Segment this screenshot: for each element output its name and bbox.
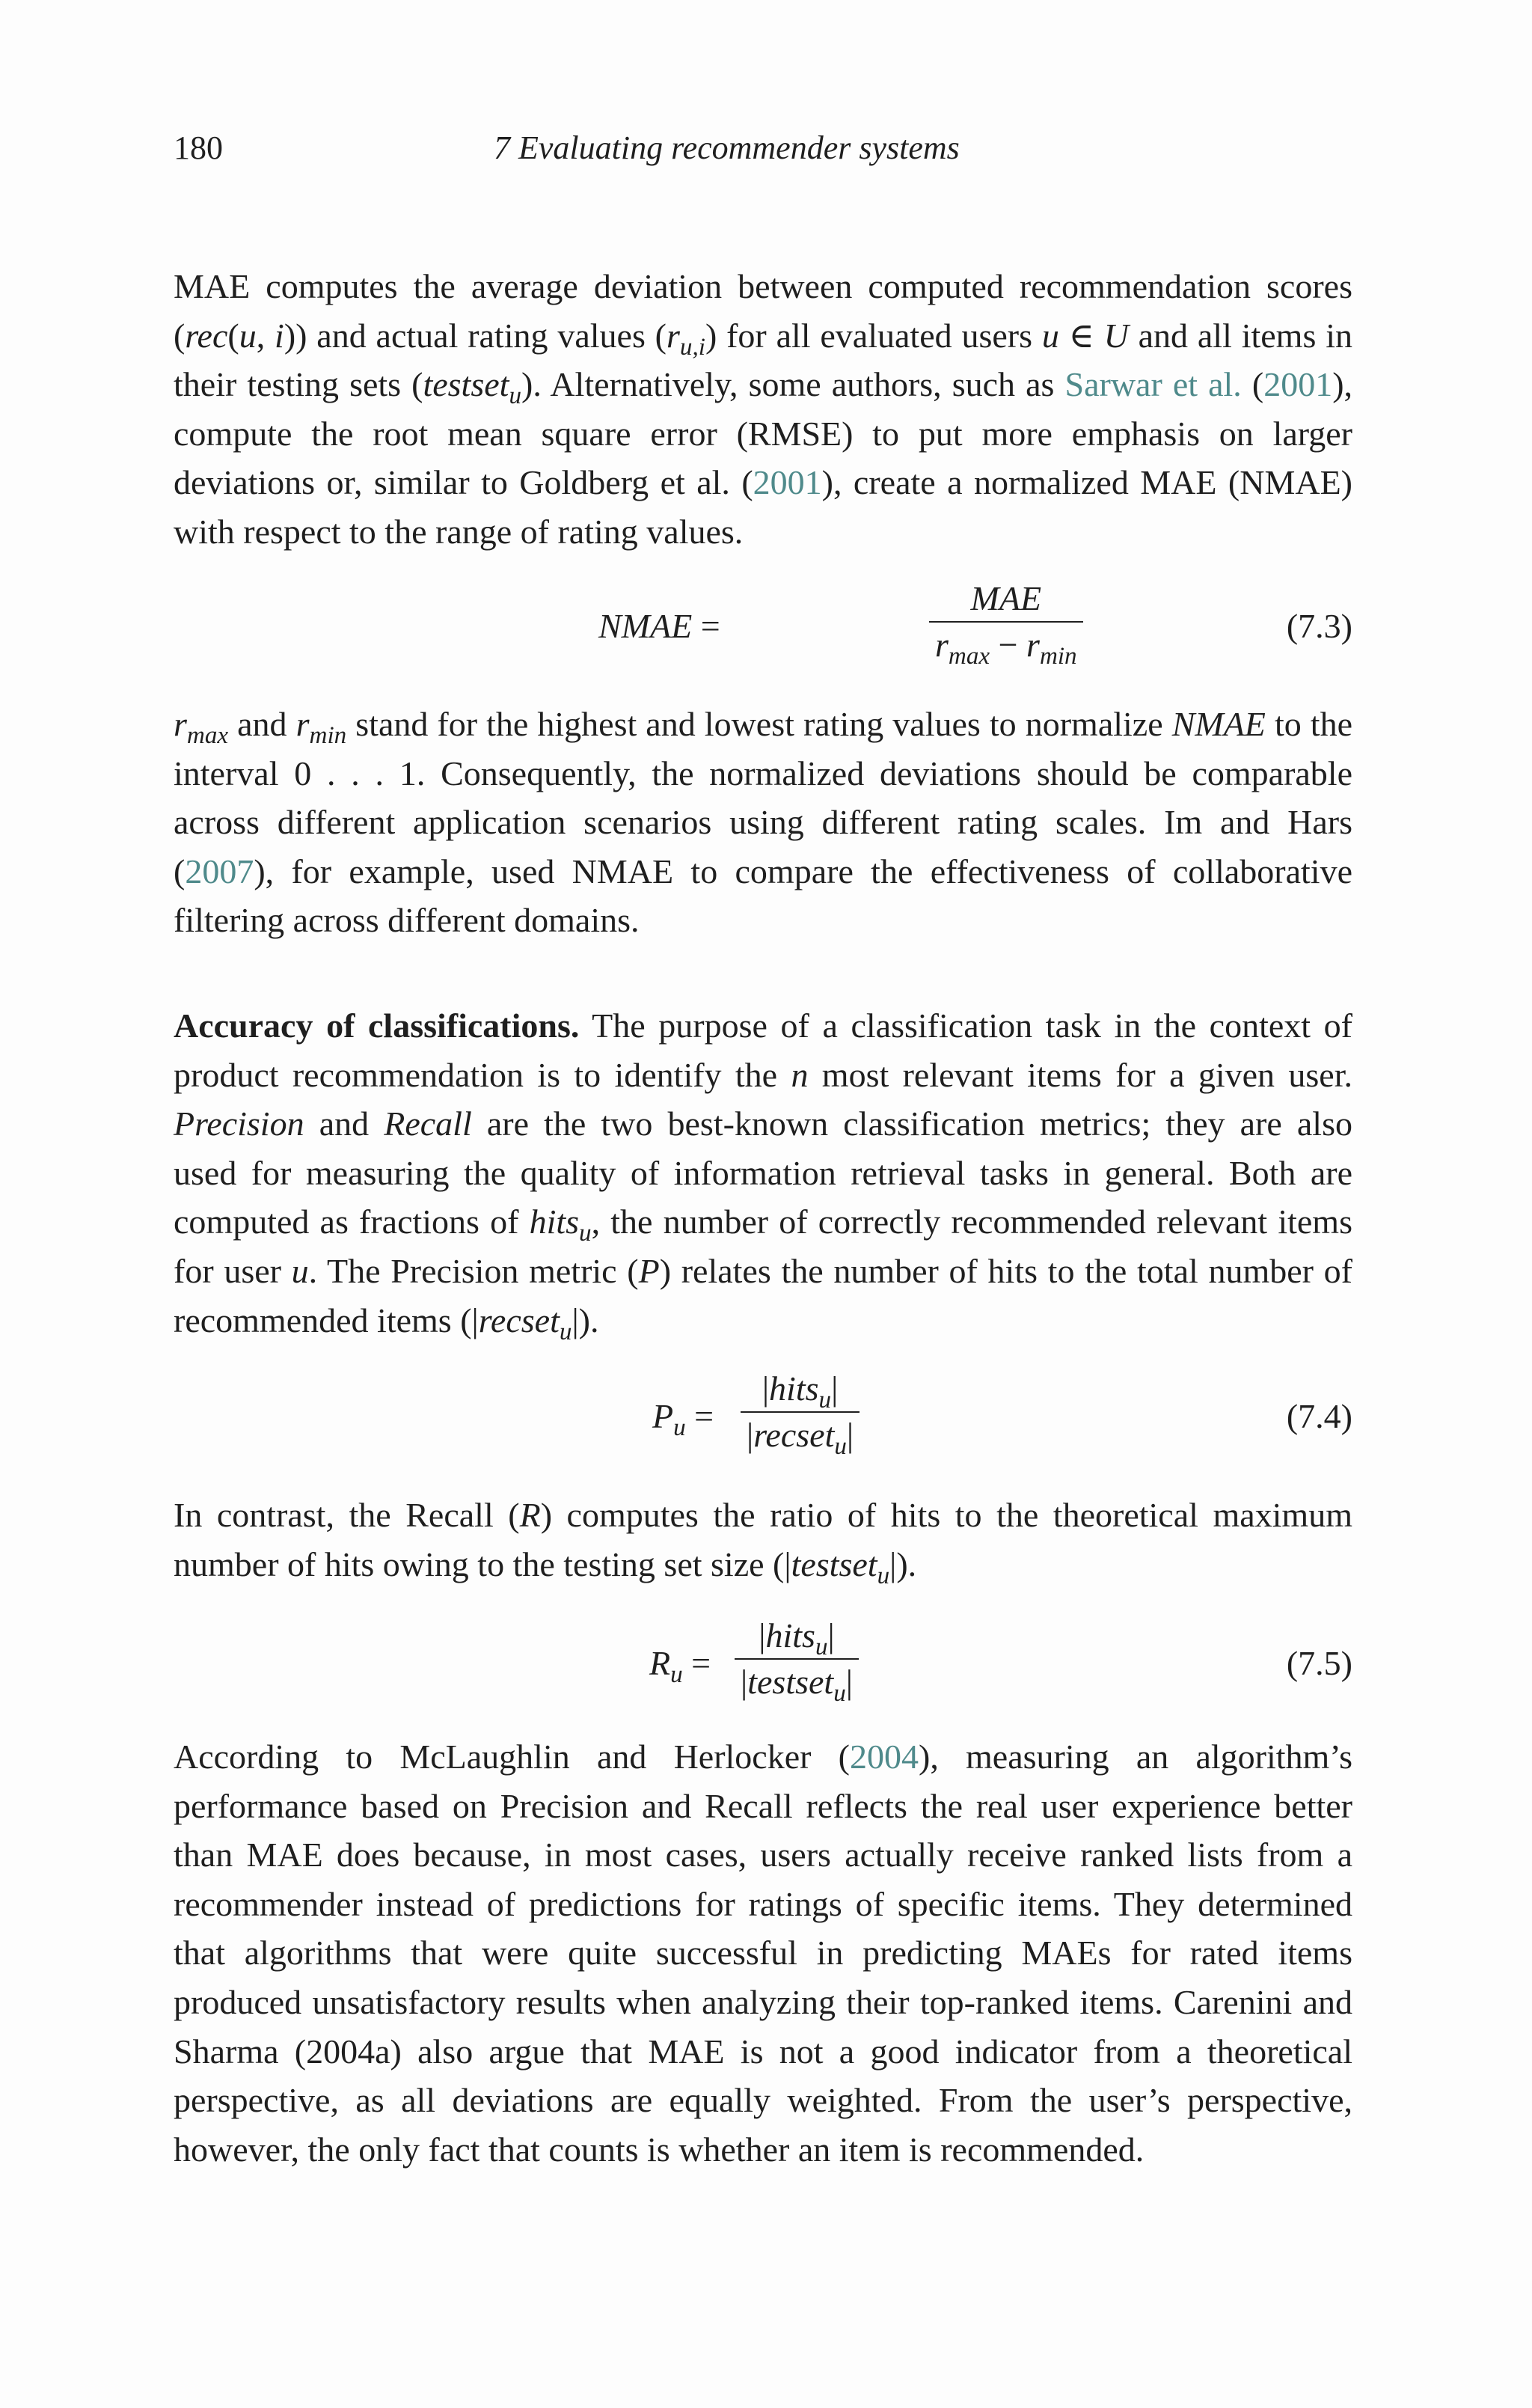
equation-denominator: |recset$_u$| xyxy=(747,1416,854,1461)
equation-number: (7.4) xyxy=(1286,1397,1352,1435)
paragraph-classification: Accuracy of classifications. The purpose of a classification task in the context of product recommendation is to identify the n most relevant items for a given user. Precision and Recall are the two best-known classification metrics; they are also used for measuring the quality of information retrieval tasks in general. Both are computed as fractions of hits$_u$, the number of correctly recommended relevant items for user u. The Precision metric (P) relates the number of hits to the total number of recommended items (|recset$_u$|). xyxy=(174,1006,1352,1345)
paragraph-mclaughlin: According to McLaughlin and Herlocker (2004), measuring an algorithm’s performance based on Precision and Recall reflects the real user experience better than MAE does because, in most cases, users actually receive ranked lists from a recommender instead of predictions for ratings of specific items. They determined that algorithms that were quite successful in predicting MAEs for rated items produced unsatisfactory results when analyzing their top-ranked items. Carenini and Sharma (2004a) also argue that MAE is not a good indicator from a theoretical perspective, as all deviations are equally weighted. From the user’s perspective, however, the only fact that counts is whether an item is recommended. xyxy=(174,1738,1353,2169)
equation-7-5 xyxy=(174,1613,1352,1718)
paragraph-recall: In contrast, the Recall (R) computes the ratio of hits to the theoretical maximum number of hits owing to the testing set size (|testset$_u$|). xyxy=(174,1496,1352,1589)
equation-fraction xyxy=(741,1366,860,1461)
paragraph-nmae: $r_{max}$ and $r_{min}$ stand for the highest and lowest rating values to normalize NMAE to the interval 0 . . . 1. Consequently, the normalized deviations should be comparable across different application scenarios using different rating scales. Im and Hars (2007), for example, used NMAE to compare the effectiveness of collaborative filtering across different domains. xyxy=(174,705,1352,940)
equation-numerator: |hits$_u$| xyxy=(762,1369,839,1414)
citation-link-sarwar-year[interactable]: 2001 xyxy=(1263,365,1333,404)
equation-number: (7.3) xyxy=(1286,607,1352,645)
equation-numerator: |hits$_u$| xyxy=(759,1616,835,1661)
equation-fraction xyxy=(735,1613,859,1708)
equation-7-4 xyxy=(174,1366,1352,1471)
equation-fraction xyxy=(929,576,1083,670)
paragraph-mae: MAE computes the average deviation between computed recommendation scores (rec(u, i)) and actual rating values $(r_{u,i})$ for all evaluated users u ∈ U and all items in their testing sets (testset$_u$). Alternatively, some authors, such as Sarwar et al. (2001), compute the root mean square error (RMSE) to put more emphasis on larger deviations or, similar to Goldberg et al. (2001), create a normalized MAE (NMAE) with respect to the range of rating values. xyxy=(174,267,1353,551)
equation-lhs: $P_u$ = xyxy=(652,1397,714,1442)
equation-7-3 xyxy=(174,576,1352,681)
section-heading: Accuracy of classifications. xyxy=(174,1006,580,1045)
citation-link-mclaughlin-year[interactable]: 2004 xyxy=(850,1738,919,1776)
citation-link-goldberg-year[interactable]: 2001 xyxy=(753,463,822,502)
citation-link-im-hars-year[interactable]: 2007 xyxy=(185,852,254,890)
equation-denominator: $r_{max} - r_{min}$ xyxy=(935,626,1077,670)
equation-number: (7.5) xyxy=(1286,1644,1352,1682)
equation-numerator: MAE xyxy=(970,579,1042,617)
citation-link-sarwar[interactable]: Sarwar et al. xyxy=(1064,365,1242,404)
equation-lhs: NMAE = xyxy=(598,607,720,645)
chapter-title: 7 Evaluating recommender systems xyxy=(494,129,960,166)
equation-denominator: |testset$_u$| xyxy=(741,1663,853,1708)
equation-lhs: $R_u$ = xyxy=(649,1644,711,1689)
page-number: 180 xyxy=(174,129,223,166)
